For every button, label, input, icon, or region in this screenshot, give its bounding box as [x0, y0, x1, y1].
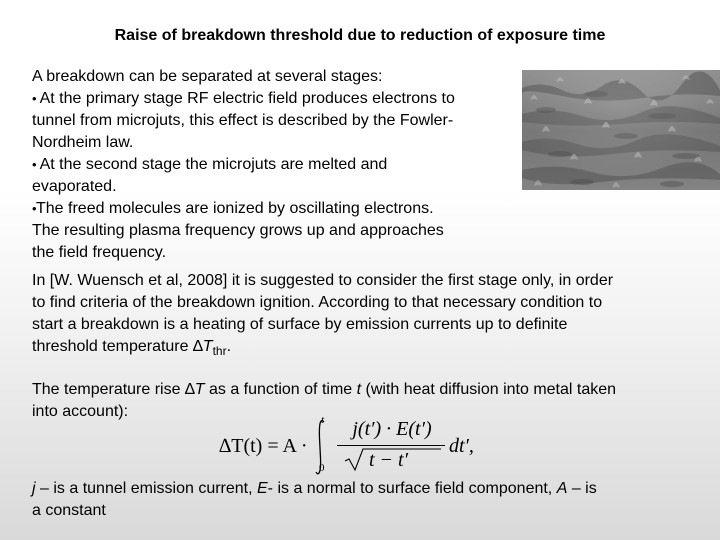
delta-symbol: ∆ — [192, 338, 203, 355]
stage-1-line-2: tunnel from microjuts, this effect is described by the Fowler- — [32, 112, 454, 129]
definitions-text — [32, 478, 597, 522]
stage-1-line-3: Nordheim law. — [32, 134, 134, 151]
temperature-formula — [217, 414, 477, 476]
bullet-icon — [32, 154, 36, 176]
microjut-surface-image — [522, 70, 720, 190]
delta-symbol: ∆ — [184, 381, 195, 398]
wuensch-paragraph — [32, 270, 613, 358]
temperature-line-2: into account): — [32, 403, 129, 420]
temperature-line-1: The temperature rise ∆T as a function of time t (with heat diffusion into metal taken — [32, 381, 617, 398]
threshold-subscript: thr — [212, 344, 227, 358]
differential: dt′, — [449, 435, 474, 457]
definitions-line-1: j – is a tunnel emission current, E- is a normal to surface field component, A – is — [32, 480, 597, 497]
paragraph-line-4: threshold temperature $\Delta T_{thr}$. — [32, 338, 232, 358]
stage-2-line-1: • At the second stage the microjuts are melted and — [32, 154, 455, 176]
stage-3-line-1: •The freed molecules are ionized by oscillating electrons. — [32, 198, 455, 220]
stage-1-line-1: • At the primary stage RF electric field produces electrons to — [32, 88, 455, 110]
stage-3-line-2: The resulting plasma frequency grows up and approaches — [32, 222, 444, 239]
definitions-line-2: a constant — [32, 502, 106, 519]
formula-denominator: t − t′ — [343, 446, 443, 472]
bullet-icon — [32, 88, 36, 110]
stages-text — [32, 66, 455, 264]
stages-intro: A breakdown can be separated at several stages: — [32, 68, 383, 85]
stage-2-line-2: evaporated. — [32, 178, 117, 195]
lower-limit: 0 — [319, 462, 325, 474]
paragraph-line-1: In [W. Wuensch et al, 2008] it is suggested to consider the first stage only, in order — [32, 272, 614, 289]
stage-3-line-3: the field frequency. — [32, 244, 167, 261]
formula-lhs: ∆T(t) = A · — [219, 435, 308, 457]
paragraph-line-3: start a breakdown is a heating of surface by emission currents up to definite — [32, 316, 568, 333]
upper-limit: t — [321, 414, 325, 426]
slide-title: Raise of breakdown threshold due to reduction of exposure time — [114, 27, 606, 44]
paragraph-line-2: to find criteria of the breakdown ignition. According to that necessary condition to — [32, 294, 603, 311]
formula-numerator: j(t′) · E(t′) — [352, 418, 432, 440]
